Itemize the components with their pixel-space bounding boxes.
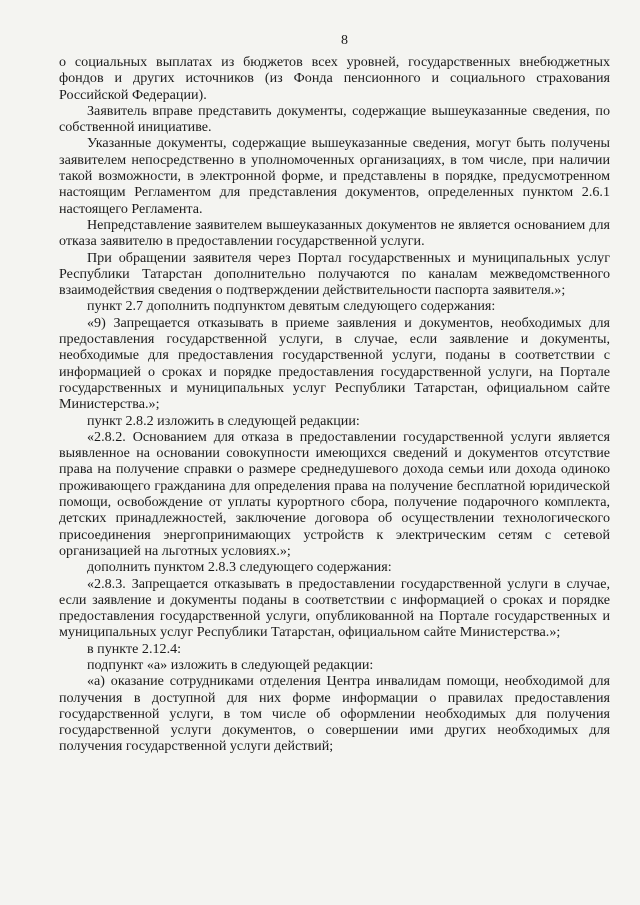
paragraph: «9) Запрещается отказывать в приеме заявления и документов, необходимых для предоставления государственной услуги, в случае, если заявление и документы, необходимые для предоставления государственной услуги, поданы в соответствии с информацией о сроках и порядке предоставления государственной услуги, на Портале государственных и муниципальных услуг Республики Татарстан, официальном сайте Министерства.»; <box>59 314 610 413</box>
document-body <box>59 54 610 755</box>
paragraph: «2.8.2. Основанием для отказа в предоставлении государственной услуги является выявленное на основании совокупности имеющихся сведений и документов отсутствие права на получение справки о размере среднедушевого дохода семьи или дохода одиноко проживающего гражданина для определения права на получение бесплатной юридической помощи, освобождение от уплаты курортного сбора, получение подарочного комплекта, детских принадлежностей, заключение договора об осуществлении технологического присоединения энергопринимающих устройств к электрическим сетям с сетевой организацией на льготных условиях.»; <box>59 428 610 559</box>
paragraph: Заявитель вправе представить документы, содержащие вышеуказанные сведения, по собственной инициативе. <box>59 102 610 136</box>
paragraph: «2.8.3. Запрещается отказывать в предоставлении государственной услуги в случае, если заявление и документы поданы в соответствии с информацией о сроках и порядке предоставления государственной услуги, опубликованной на Портале государственных и муниципальных услуг Республики Татарстан, официальном сайте Министерства.»; <box>59 575 610 641</box>
paragraph: Указанные документы, содержащие вышеуказанные сведения, могут быть получены заявителем непосредственно в уполномоченных организациях, в том числе, при наличии такой возможности, в электронной форме, и представлены в порядке, предусмотренном настоящим Регламентом для представления документов, определенных пунктом 2.6.1 настоящего Регламента. <box>59 135 610 217</box>
page-number: 8 <box>341 33 348 48</box>
paragraph: пункт 2.8.2 изложить в следующей редакции: <box>87 412 360 429</box>
paragraph: о социальных выплатах из бюджетов всех уровней, государственных внебюджетных фондов и других источников (из Фонда пенсионного и социального страхования Российской Федерации). <box>59 54 610 103</box>
paragraph: подпункт «а» изложить в следующей редакции: <box>87 656 374 673</box>
paragraph: пункт 2.7 дополнить подпунктом девятым следующего содержания: <box>87 298 496 315</box>
paragraph: в пункте 2.12.4: <box>87 640 182 657</box>
paragraph: дополнить пунктом 2.8.3 следующего содержания: <box>87 559 392 576</box>
paragraph: Непредставление заявителем вышеуказанных документов не является основанием для отказа заявителю в предоставлении государственной услуги. <box>59 216 610 250</box>
paragraph: «а) оказание сотрудниками отделения Центра инвалидам помощи, необходимой для получения в доступной для них форме информации о правилах предоставления государственной услуги, в том числе об оформлении необходимых для получения государственной услуги документов, о совершении ими других необходимых для получения государственной услуги действий; <box>59 673 610 755</box>
paragraph: При обращении заявителя через Портал государственных и муниципальных услуг Республики Татарстан дополнительно получаются по каналам межведомственного взаимодействия сведения о подтверждении действительности паспорта заявителя.»; <box>59 249 610 299</box>
